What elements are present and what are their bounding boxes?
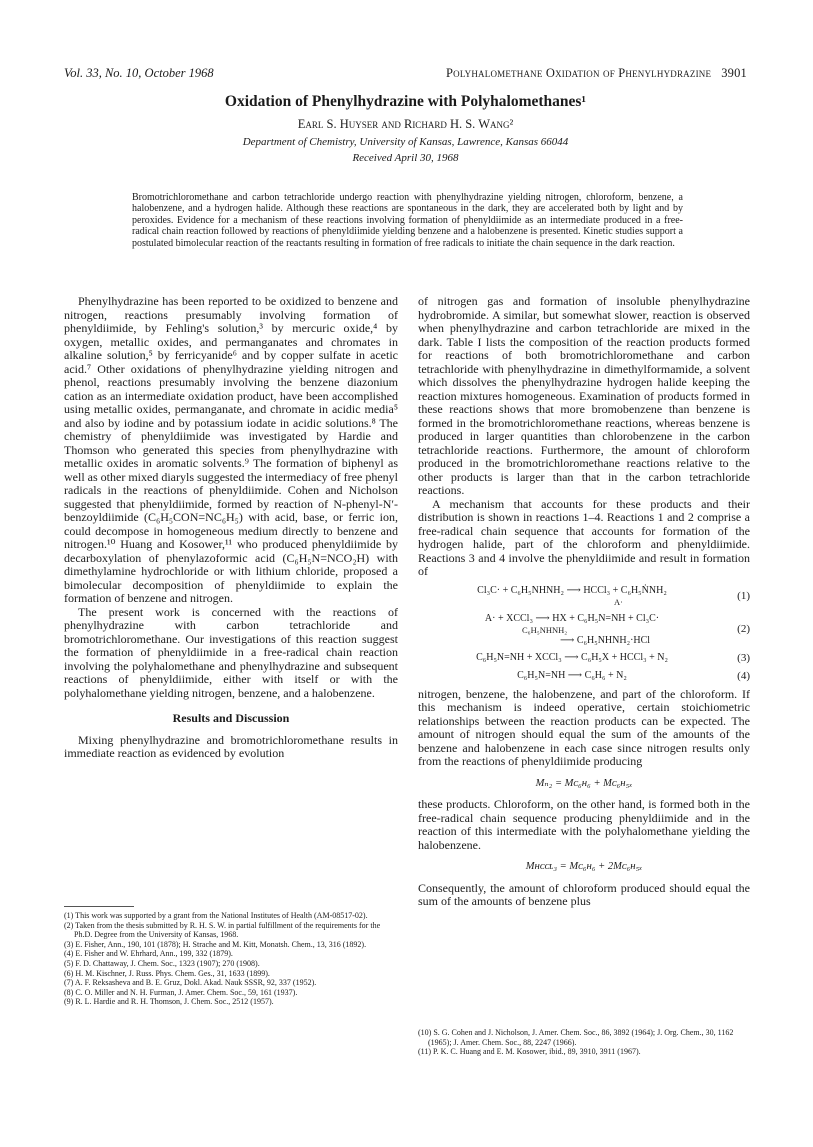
- footnote: (10) S. G. Cohen and J. Nicholson, J. Amer. Chem. Soc., 86, 3892 (1964); J. Org. Chem., 30, 1162 (1965); J. Amer. Chem. Soc., 88, 2247 (1966).: [418, 1028, 734, 1047]
- running-head: [64, 66, 747, 82]
- equation-3: [418, 652, 750, 664]
- present-work-paragraph: The present work is concerned with the reactions of phenylhydrazine with carbon tetrachloride and bromotrichloromethane. Our investigations of this reaction suggest the formation of phenyldiimide in a free-radical chain reaction involving the polyhalomethane and phenylhydrazine and subsequent reactions of phenyldiimide, either with itself or with the polyhalomethane yielding nitrogen, benzene, and a halobenzene.: [64, 604, 398, 700]
- equation-1: [418, 585, 750, 607]
- abstract: Bromotrichloromethane and carbon tetrachloride undergo reaction with phenylhydrazine yielding nitrogen, chloroform, benzene, a halobenzene, and a hydrogen halide. Although these reactions are spontaneous in the dark, they are accelerated both by light and by peroxides. Evidence for a mechanism of these reactions involving formation of phenyldiimide as an intermediate produced in a free-radical chain reaction followed by reactions of phenyldiimide yielding benzene and a halobenzene is presented. Kinetic studies support a postulated bimolecular reaction of the reactants resulting in formation of free radicals to initiate the chain sequence in the dark reaction.: [132, 192, 683, 249]
- equation-2-number: (2): [737, 623, 750, 635]
- footnote: (6) H. M. Kischner, J. Russ. Phys. Chem. Ges., 31, 1633 (1899).: [64, 968, 270, 978]
- right-column: [418, 295, 750, 1055]
- footnote: (5) F. D. Chattaway, J. Chem. Soc., 1323 (1907); 270 (1908).: [64, 958, 260, 968]
- journal-volume: Vol. 33, No. 10, October 1968: [64, 66, 214, 80]
- article-title: Oxidation of Phenylhydrazine with Polyhalomethanes¹: [224, 93, 587, 110]
- footnotes-right: [418, 1028, 754, 1057]
- equation-2-text: A· + XCCl₃ ⟶ HX + C₆H₅N=NH + Cl₃C·: [484, 612, 660, 624]
- equation-1-body: [418, 585, 726, 607]
- section-heading: Results and Discussion: [172, 711, 290, 725]
- equation-2-branch-product: ⟶ C₆H₅NHNH₂·HCl: [560, 634, 651, 646]
- results-paragraph: Mixing phenylhydrazine and bromotrichloromethane results in immediate reaction as evidenced by evolution: [64, 732, 398, 760]
- authors: Earl S. Huyser and Richard H. S. Wang²: [297, 117, 514, 131]
- equation-4-number: (4): [737, 669, 750, 682]
- footnote: (3) E. Fisher, Ann., 190, 101 (1878); H. Strache and M. Kitt, Monatsh. Chem., 13, 316 (1892).: [64, 939, 367, 949]
- stoichiometry-paragraph: nitrogen, benzene, the halobenzene, and part of the chloroform. If this mechanism is indeed operative, certain stoichiometric relationships between the reaction products can be expected. The amount of nitrogen should equal the sum of the amounts of the benzene and halobenzene in each case since nitrogen results only from the reactions of phenyldiimide producing: [418, 686, 750, 768]
- running-title-text: Polyhalomethane Oxidation of Phenylhydrazine: [446, 66, 712, 80]
- title-block: [64, 93, 747, 164]
- chloroform-paragraph: these products. Chloroform, on the other hand, is formed both in the free-radical chain sequence producing phenyldiimide and in the reaction of this intermediate with the polyhalomethane yielding the halobenzene.: [418, 797, 750, 852]
- equation-1-number: (1): [737, 589, 750, 602]
- received-date: Received April 30, 1968: [352, 152, 459, 164]
- footnote: (7) A. F. Reksasheva and B. E. Gruz, Dokl. Akad. Nauk SSSR, 92, 337 (1952).: [64, 978, 317, 988]
- running-title: [446, 66, 747, 82]
- page-number: 3901: [721, 66, 747, 80]
- footnote: (11) P. K. C. Huang and E. M. Kosower, ibid., 89, 3910, 3911 (1967).: [418, 1047, 641, 1057]
- footnote: (9) R. L. Hardie and R. H. Thomson, J. Chem. Soc., 2512 (1957).: [64, 997, 274, 1007]
- footnote: (4) E. Fisher and W. Ehrhard, Ann., 199, 332 (1879).: [64, 949, 233, 959]
- equation-2-branch-reagent: C₆H₅NHNH₂: [522, 624, 568, 635]
- equation-4: [418, 670, 750, 682]
- products-paragraph: of nitrogen gas and formation of insoluble phenylhydrazine hydrobromide. A similar, but somewhat slower, reaction is observed when phenylhydrazine and carbon tetrachloride are mixed in the dark. Table I lists the composition of the reaction products formed for reactions of both bromotrichloromethane and carbon tetrachloride with phenylhydrazine in dimethylformamide, a solvent which dissolves the phenylhydrazine hydrogen halide keeping the reaction mixtures homogeneous. Examination of products formed in these reactions shows that more bromobenzene than benzene is formed in the bromotrichloromethane reactions, whereas benzene is produced in larger quantities than chlorobenzene in the carbon tetrachloride reactions. Furthermore, the amount of chloroform produced in the bromotrichloromethane reactions relative to the other products is larger than that in the carbon tetrachloride reactions.: [418, 295, 750, 497]
- equation-1-label: A·: [614, 596, 623, 607]
- mechanism-paragraph: A mechanism that accounts for these products and their distribution is shown in reactions 1–4. Reactions 1 and 2 comprise a free-radical chain sequence that accounts for formation of the hydrogen halide, part of the chloroform and phenyldiimide. Reactions 3 and 4 involve the phenyldiimide and result in formation of: [418, 496, 750, 578]
- intro-paragraph: Phenylhydrazine has been reported to be oxidized to benzene and nitrogen, reactions presumably involving formation of phenyldiimide, by Fehling's solution,³ by mercuric oxide,⁴ by oxygen, metallic oxides, and permanganates and chromates in alkaline solution,⁵ by ferricyanide⁶ and by copper sulfate in acetic acid.⁷ Other oxidations of phenylhydrazine yielding nitrogen and phenol, reactions presumably involving the benzene diazonium cation as an intermediate oxidation product, have been accomplished using metallic oxides, permanganate, and chromate in acidic media⁵ and also by iodine and by potassium iodate in acidic solutions.⁸ The chemistry of phenyldiimide was investigated by Hardie and Thomson who generated this species from phenylhydrazine with metallic oxides in aromatic solvents.⁹ The formation of biphenyl as well as other mixed diaryls suggested the intermediacy of free phenyl radicals in the reactions of phenyldiimide. Cohen and Nicholson suggested that phenyldiimide, formed by reaction of N-phenyl-N′-benzoyldiimide (C₆H₅CON=NC₆H₅) with acid, base, or ferric ion, could decompose in homogeneous medium directly to benzene and nitrogen.¹⁰ Huang and Kosower,¹¹ who produced phenyldiimide by decarboxylation of phenylazoformic acid (C₆H₅N=NCO₂H) with dimethylamine hydrochloride or with lithium chloride, proposed a bimolecular decomposition of phenyldiimide to explain the formation of benzene and nitrogen.: [64, 295, 398, 605]
- chloroform-equation: Mʜᴄᴄʟ₃ = Mᴄ₆ʜ₆ + 2Mᴄ₆ʜ₅ₓ: [525, 861, 643, 872]
- footnote: (8) C. O. Miller and N. H. Furman, J. Amer. Chem. Soc., 59, 161 (1937).: [64, 987, 298, 997]
- equation-2: [418, 613, 750, 646]
- footnote: (1) This work was supported by a grant from the National Institutes of Health (AM-08517-02).: [64, 911, 368, 920]
- equation-2-body: [418, 613, 726, 646]
- equation-3-number: (3): [737, 651, 750, 664]
- footnote-rule: [64, 906, 134, 907]
- equation-4-text: C₆H₅N=NH ⟶ C₆H₆ + N₂: [517, 669, 627, 681]
- consequence-paragraph: Consequently, the amount of chloroform produced should equal the sum of the amounts of benzene plus: [418, 880, 750, 908]
- affiliation: Department of Chemistry, University of Kansas, Lawrence, Kansas 66044: [242, 136, 569, 148]
- equation-3-text: C₆H₅N=NH + XCCl₃ ⟶ C₆H₅X + HCCl₃ + N₂: [476, 651, 668, 663]
- footnote: (2) Taken from the thesis submitted by R. H. S. W. in partial fulfillment of the requirements for the Ph.D. Degree from the University of Kansas, 1968.: [64, 920, 381, 940]
- footnotes-left: [64, 911, 400, 1007]
- nitrogen-equation: Mₙ₂ = Mᴄ₆ʜ₆ + Mᴄ₆ʜ₅ₓ: [535, 777, 633, 789]
- equation-1-text: Cl₃C· + C₆H₅NHNH₂ ⟶ HCCl₃ + C₆H₅ṄNH₂: [477, 584, 667, 596]
